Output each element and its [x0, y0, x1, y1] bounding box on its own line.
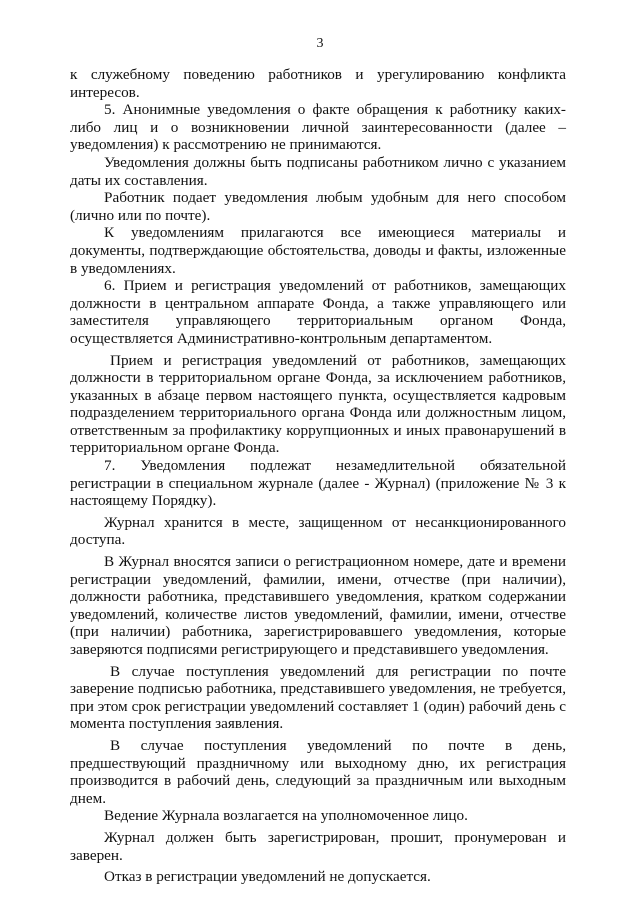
paragraph-item-7: 7. Уведомления подлежат незамедлительной обязательной регистрации в специальном журнале (далее - Журнал) (приложение № 3 к настоящему Порядку).: [70, 457, 566, 510]
paragraph-journal-records: В Журнал вносятся записи о регистрационном номере, дате и времени регистрации уведомлений, фамилии, имени, отчестве (при наличии), должности работника, представившего уведомления, кратком содержании уведомлений, количестве листов уведомлений, фамилии, имени, отчестве (при наличии) работника, зарегистрировавшего уведомления, которые заверяются подписями регистрирующего и представившего уведомления.: [70, 553, 566, 658]
paragraph-journal-binding: Журнал должен быть зарегистрирован, прошит, пронумерован и заверен.: [70, 828, 566, 864]
paragraph-journal-storage: Журнал хранится в месте, защищенном от несанкционированного доступа.: [70, 513, 566, 549]
paragraph-journal-responsible: Ведение Журнала возлагается на уполномоченное лицо.: [104, 807, 468, 825]
paragraph-submission-method: Работник подает уведомления любым удобным для него способом (лично или по почте).: [70, 189, 566, 224]
paragraph-continuation: к служебному поведению работников и урегулированию конфликта интересов.: [70, 66, 566, 101]
paragraph-territorial-registration: Прием и регистрация уведомлений от работников, замещающих должности в территориальном органе Фонда, за исключением работников, указанных в абзаце первом настоящего пункта, осуществляется кадровым подразделением территориального органа Фонда или должностным лицом, ответственным за профилактику коррупционных и иных правонарушений в территориальном органе Фонда.: [70, 351, 566, 457]
paragraph-item-5: 5. Анонимные уведомления о факте обращения к работнику каких-либо лиц и о возникновении личной заинтересованности (далее – уведомления) к рассмотрению не принимаются.: [70, 101, 566, 154]
paragraph-item-6: 6. Прием и регистрация уведомлений от работников, замещающих должности в центральном аппарате Фонда, а также управляющего или заместителя управляющего территориальным органом Фонда, осуществляется Административно-контрольным департаментом.: [70, 277, 566, 347]
page-number: 3: [316, 36, 324, 51]
document-body: [70, 66, 566, 886]
paragraph-no-refusal: Отказ в регистрации уведомлений не допускается.: [104, 868, 431, 886]
paragraph-attachments: К уведомлениям прилагаются все имеющиеся материалы и документы, подтверждающие обстоятельства, доводы и факты, изложенные в уведомлениях.: [70, 224, 566, 277]
paragraph-signature-requirement: Уведомления должны быть подписаны работником лично с указанием даты их составления.: [70, 153, 566, 189]
paragraph-holiday-registration: В случае поступления уведомлений по почте в день, предшествующий праздничному или выходному дню, их регистрация производится в рабочий день, следующий за праздничным или выходным днем.: [70, 736, 566, 807]
paragraph-postal-registration: В случае поступления уведомлений для регистрации по почте заверение подписью работника, представившего уведомления, не требуется, при этом срок регистрации уведомлений составляет 1 (один) рабочий день с момента поступления заявления.: [70, 662, 566, 733]
